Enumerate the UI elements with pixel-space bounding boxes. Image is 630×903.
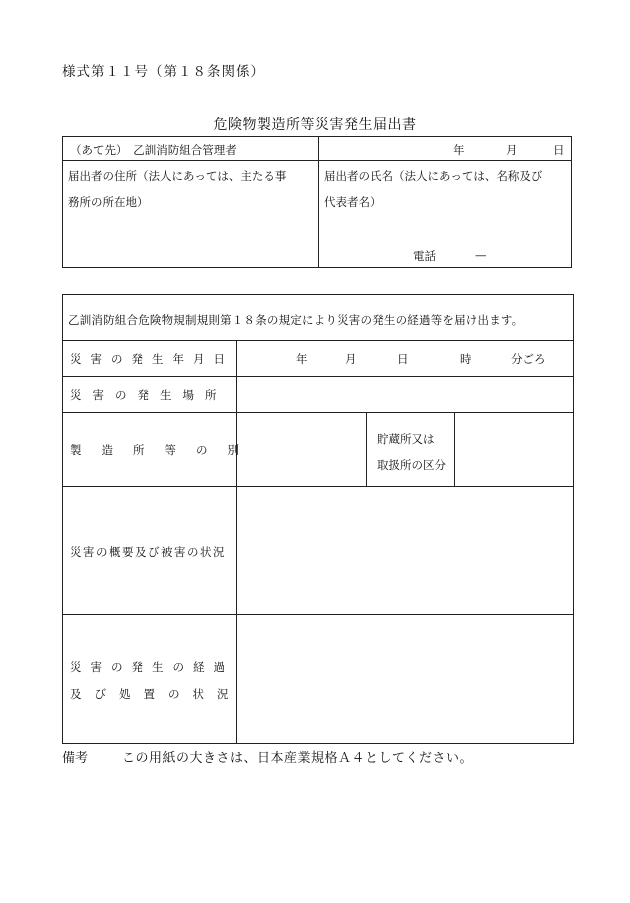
row-summary-label: 災害の概要及び被害の状況 (70, 545, 226, 559)
table-row-divider (62, 412, 574, 413)
storage-label-line-1: 貯蔵所又は (377, 432, 435, 446)
row-process-label-line-1: 災害の発生の経過 (70, 660, 234, 674)
storage-column-divider (366, 412, 367, 486)
row-type-label: 製造所等の別 (70, 443, 259, 457)
phone-dash: — (475, 248, 487, 262)
row-process-label-line-2: 及び処置の状況 (70, 687, 242, 701)
form-number: 様式第１１号（第１８条関係） (62, 64, 265, 80)
table-row-divider (62, 486, 574, 487)
phone-label: 電話 (413, 249, 436, 263)
storage-label-line-2: 取扱所の区分 (377, 458, 446, 472)
storage-column-divider (454, 412, 455, 486)
row-date-day: 日 (397, 352, 409, 366)
row-date-year: 年 (296, 352, 308, 366)
address-label-line-1: 届出者の住所（法人にあっては、主たる事 (68, 169, 287, 183)
row-date-month: 月 (345, 352, 357, 366)
header-divider (62, 160, 572, 161)
header-date-month: 月 (506, 143, 518, 157)
row-date-label: 災害の発生年月日 (70, 352, 234, 366)
intro-text: 乙訓消防組合危険物規制規則第１８条の規定により災害の発生の経過等を届け出ます。 (68, 313, 524, 327)
name-label-line-2: 代表者名） (324, 195, 382, 209)
header-date-year: 年 (453, 143, 465, 157)
document-title: 危険物製造所等災害発生届出書 (213, 117, 417, 133)
note-text: この用紙の大きさは、日本産業規格Ａ４としてください。 (122, 751, 474, 766)
table-row-divider (62, 614, 574, 615)
addressee: （あて先） 乙訓消防組合管理者 (70, 143, 237, 157)
note-label: 備考 (62, 751, 89, 766)
label-column-divider (236, 340, 237, 744)
header-date-day: 日 (553, 143, 565, 157)
row-date-minute: 分ごろ (511, 352, 546, 366)
table-row-divider (62, 376, 574, 377)
address-label-line-2: 務所の所在地） (68, 195, 149, 209)
table-row-divider (62, 340, 574, 341)
row-place-label: 災害の発生場所 (70, 388, 228, 402)
header-column-divider (318, 136, 319, 268)
row-date-hour: 時 (460, 352, 472, 366)
name-label-line-1: 届出者の氏名（法人にあっては、名称及び (324, 169, 543, 183)
